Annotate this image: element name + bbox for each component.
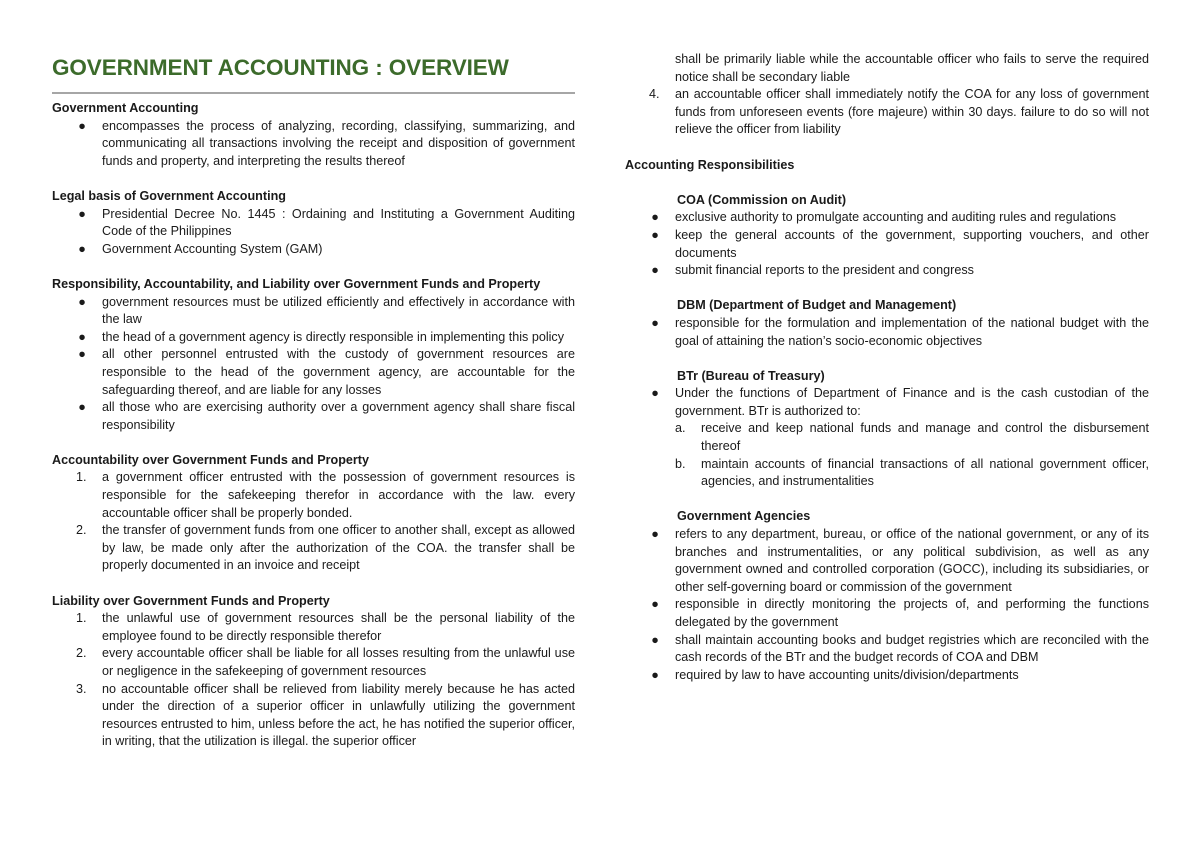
page-title: GOVERNMENT ACCOUNTING : OVERVIEW (52, 55, 509, 80)
subheading-dbm: DBM (Department of Budget and Management) (677, 298, 957, 313)
list-item: ● responsible for the formulation and implementation of the national budget with the goal of attaining the nation’s socio-economic objectives (625, 315, 1149, 350)
bullet-icon: ● (651, 386, 659, 401)
list-item: ● refers to any department, bureau, or office of the national government, or any of its branches and instrumentalities, or any political subdivision, as well as any government owned and controlled corporation (GOCC), including its subsidiaries, or other self-governing board or commission of the government (625, 526, 1149, 596)
btr-list (625, 385, 1149, 420)
list-item: ● Under the functions of Department of Finance and is the cash custodian of the government. BTr is authorized to: (625, 385, 1149, 420)
list-item: 3. no accountable officer shall be relieved from liability merely because he has acted under the direction of a superior officer in unlawfully utilizing the government resources entrusted to him, unless before the act, he has notified the superior officer, in writing, that the utilization is illegal. the superior officer (76, 681, 575, 749)
list-item: ● encompasses the process of analyzing, recording, classifying, summarizing, and communicating all transactions involving the receipt and disposition of government funds and property, and interpreting the results thereof (52, 118, 575, 171)
government-accounting-list (52, 118, 575, 171)
liability-list-continued (625, 51, 1149, 139)
section-heading-accounting-responsibilities: Accounting Responsibilities (625, 157, 795, 172)
bullet-icon: ● (651, 667, 659, 682)
section-heading-liability: Liability over Government Funds and Property (52, 593, 330, 608)
responsibility-list (52, 294, 575, 435)
list-item: 2. the transfer of government funds from one officer to another shall, except as allowed by law, be made only after the authorization of the COA. the transfer shall be properly documented in an invoice and receipt (76, 523, 575, 573)
legal-basis-list (52, 206, 575, 259)
list-item: ● the head of a government agency is directly responsible in implementing this policy (52, 329, 575, 347)
list-item: ● Presidential Decree No. 1445 : Ordaining and Instituting a Government Auditing Code of the Philippines (52, 206, 575, 241)
dbm-list (625, 315, 1149, 350)
bullet-icon: ● (78, 118, 86, 133)
bullet-icon: ● (78, 400, 86, 415)
subheading-btr: BTr (Bureau of Treasury) (677, 368, 825, 383)
bullet-icon: ● (651, 227, 659, 242)
list-item: ● government resources must be utilized efficiently and effectively in accordance with the law (52, 294, 575, 329)
list-item: ● keep the general accounts of the government, supporting vouchers, and other documents (625, 227, 1149, 262)
bullet-icon: ● (78, 206, 86, 221)
list-item: ● shall maintain accounting books and budget registries which are reconciled with the cash records of the BTr and the budget records of COA and DBM (625, 632, 1149, 667)
list-item: ● Government Accounting System (GAM) (52, 241, 575, 259)
bullet-icon: ● (651, 315, 659, 330)
accountability-list (52, 469, 575, 575)
bullet-icon: ● (651, 597, 659, 612)
btr-sub-list (625, 420, 1149, 490)
list-item: 2. every accountable officer shall be liable for all losses resulting from the unlawful use or negligence in the safekeeping of government resources (76, 646, 575, 678)
bullet-icon: ● (78, 294, 86, 309)
subheading-coa: COA (Commission on Audit) (677, 192, 847, 207)
section-heading-responsibility: Responsibility, Accountability, and Liability over Government Funds and Property (52, 276, 541, 291)
bullet-icon: ● (78, 329, 86, 344)
bullet-icon: ● (651, 632, 659, 647)
list-item: 4. an accountable officer shall immediately notify the COA for any loss of government funds from unforeseen events (fore majeure) within 30 days. failure to do so will not relieve the officer from liability (649, 87, 1149, 137)
list-item: ● responsible in directly monitoring the projects of, and performing the functions delegated by the government (625, 596, 1149, 631)
list-item: ● all those who are exercising authority over a government agency shall share fiscal responsibility (52, 399, 575, 434)
liability-list (52, 610, 575, 751)
bullet-icon: ● (651, 210, 659, 225)
bullet-icon: ● (651, 527, 659, 542)
subheading-government-agencies: Government Agencies (677, 509, 811, 524)
list-item: ● submit financial reports to the president and congress (625, 262, 1149, 280)
section-heading-legal-basis: Legal basis of Government Accounting (52, 188, 286, 203)
list-item: a. receive and keep national funds and manage and control the disbursement thereof (675, 421, 1149, 454)
section-heading-accountability: Accountability over Government Funds and Property (52, 452, 369, 467)
list-item: b. maintain accounts of financial transactions of all national government officer, agencies, and instrumentalities (675, 456, 1149, 489)
title-divider (52, 92, 575, 94)
list-item: ● required by law to have accounting units/division/departments (625, 667, 1149, 685)
bullet-icon: ● (651, 263, 659, 278)
list-item: ● all other personnel entrusted with the custody of government resources are responsible to the head of the government agency, are accountable for the safeguarding thereof, and are liable for any losses (52, 346, 575, 399)
right-column (625, 51, 1149, 684)
list-item: 1. the unlawful use of government resources shall be the personal liability of the employee found to be directly responsible therefor (76, 611, 575, 643)
coa-list (625, 209, 1149, 279)
left-column (52, 54, 575, 751)
bullet-icon: ● (78, 241, 86, 256)
agencies-list (625, 526, 1149, 684)
section-heading-government-accounting: Government Accounting (52, 101, 199, 115)
list-item: ● exclusive authority to promulgate accounting and auditing rules and regulations (625, 209, 1149, 227)
list-item-continued: shall be primarily liable while the accountable officer who fails to serve the required notice shall be secondary liable (675, 52, 1149, 84)
bullet-icon: ● (78, 347, 86, 362)
list-item: 1. a government officer entrusted with the possession of government resources is responsible for the safekeeping therefor in accordance with the law. every accountable officer shall be properly bonded. (76, 470, 575, 520)
